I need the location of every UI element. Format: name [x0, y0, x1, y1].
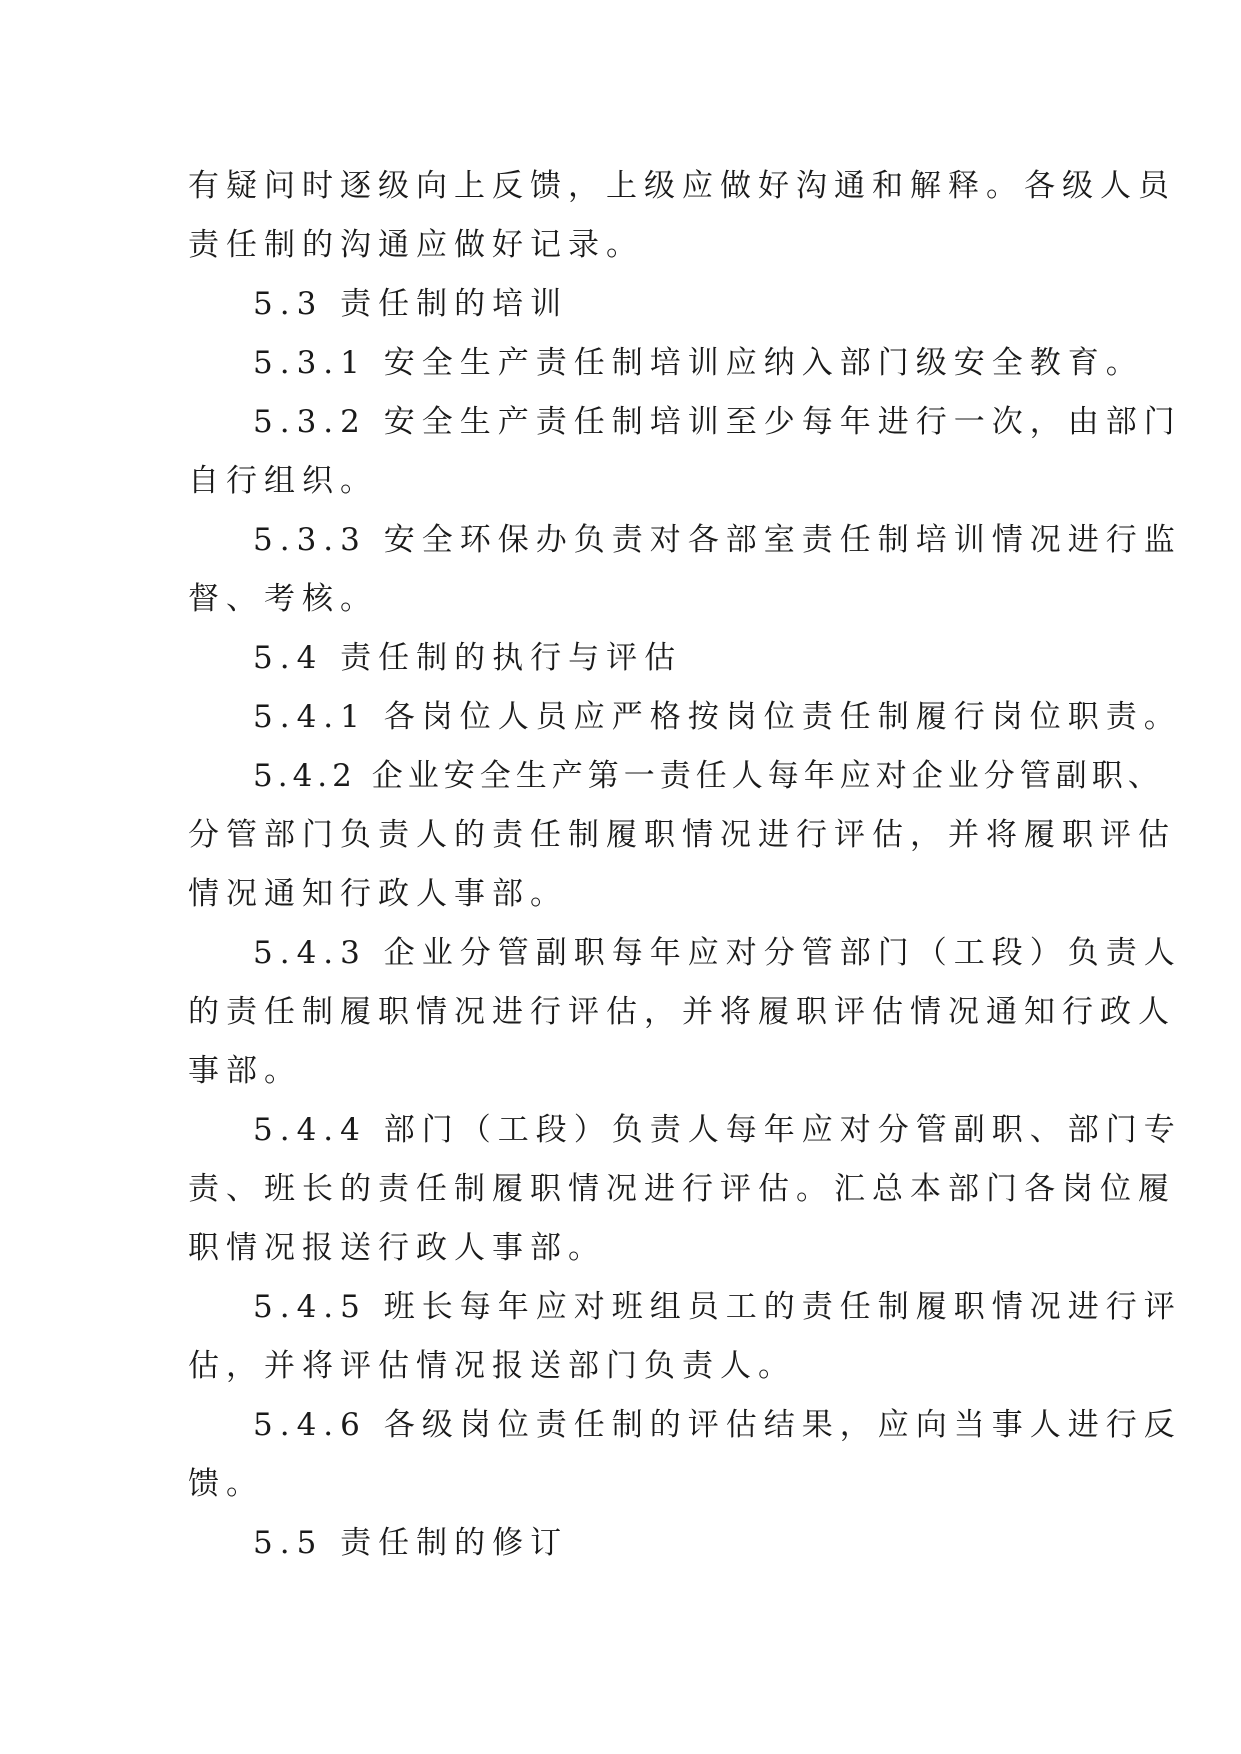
- text-line: 5.4.2 企业安全生产第一责任人每年应对企业分管副职、: [253, 758, 1164, 794]
- text-line: 责任制的沟通应做好记录。: [188, 227, 644, 263]
- text-line: 馈。: [188, 1466, 264, 1502]
- text-line: 督、考核。: [188, 581, 378, 617]
- text-line: 5.4.1 各岗位人员应严格按岗位责任制履行岗位职责。: [253, 699, 1182, 735]
- text-line: 5.4.5 班长每年应对班组员工的责任制履职情况进行评: [253, 1289, 1182, 1325]
- text-line: 5.4.6 各级岗位责任制的评估结果，应向当事人进行反: [253, 1407, 1182, 1443]
- section-heading: 5.5 责任制的修订: [253, 1525, 569, 1561]
- text-line: 有疑问时逐级向上反馈，上级应做好沟通和解释。各级人员: [188, 168, 1176, 204]
- text-line: 职情况报送行政人事部。: [188, 1230, 606, 1266]
- text-line: 5.4.4 部门（工段）负责人每年应对分管副职、部门专: [253, 1112, 1182, 1148]
- text-line: 责、班长的责任制履职情况进行评估。汇总本部门各岗位履: [188, 1171, 1176, 1207]
- text-line: 自行组织。: [188, 463, 378, 499]
- text-line: 5.3.1 安全生产责任制培训应纳入部门级安全教育。: [253, 345, 1144, 381]
- text-line: 分管部门负责人的责任制履职情况进行评估，并将履职评估: [188, 817, 1176, 853]
- section-heading: 5.3 责任制的培训: [253, 286, 569, 322]
- text-line: 估，并将评估情况报送部门负责人。: [188, 1348, 796, 1384]
- section-heading: 5.4 责任制的执行与评估: [253, 640, 683, 676]
- text-line: 5.3.3 安全环保办负责对各部室责任制培训情况进行监: [253, 522, 1182, 558]
- text-line: 5.4.3 企业分管副职每年应对分管部门（工段）负责人: [253, 935, 1182, 971]
- text-line: 的责任制履职情况进行评估，并将履职评估情况通知行政人: [188, 994, 1176, 1030]
- text-line: 事部。: [188, 1053, 302, 1089]
- text-line: 5.3.2 安全生产责任制培训至少每年进行一次，由部门: [253, 404, 1182, 440]
- text-line: 情况通知行政人事部。: [188, 876, 568, 912]
